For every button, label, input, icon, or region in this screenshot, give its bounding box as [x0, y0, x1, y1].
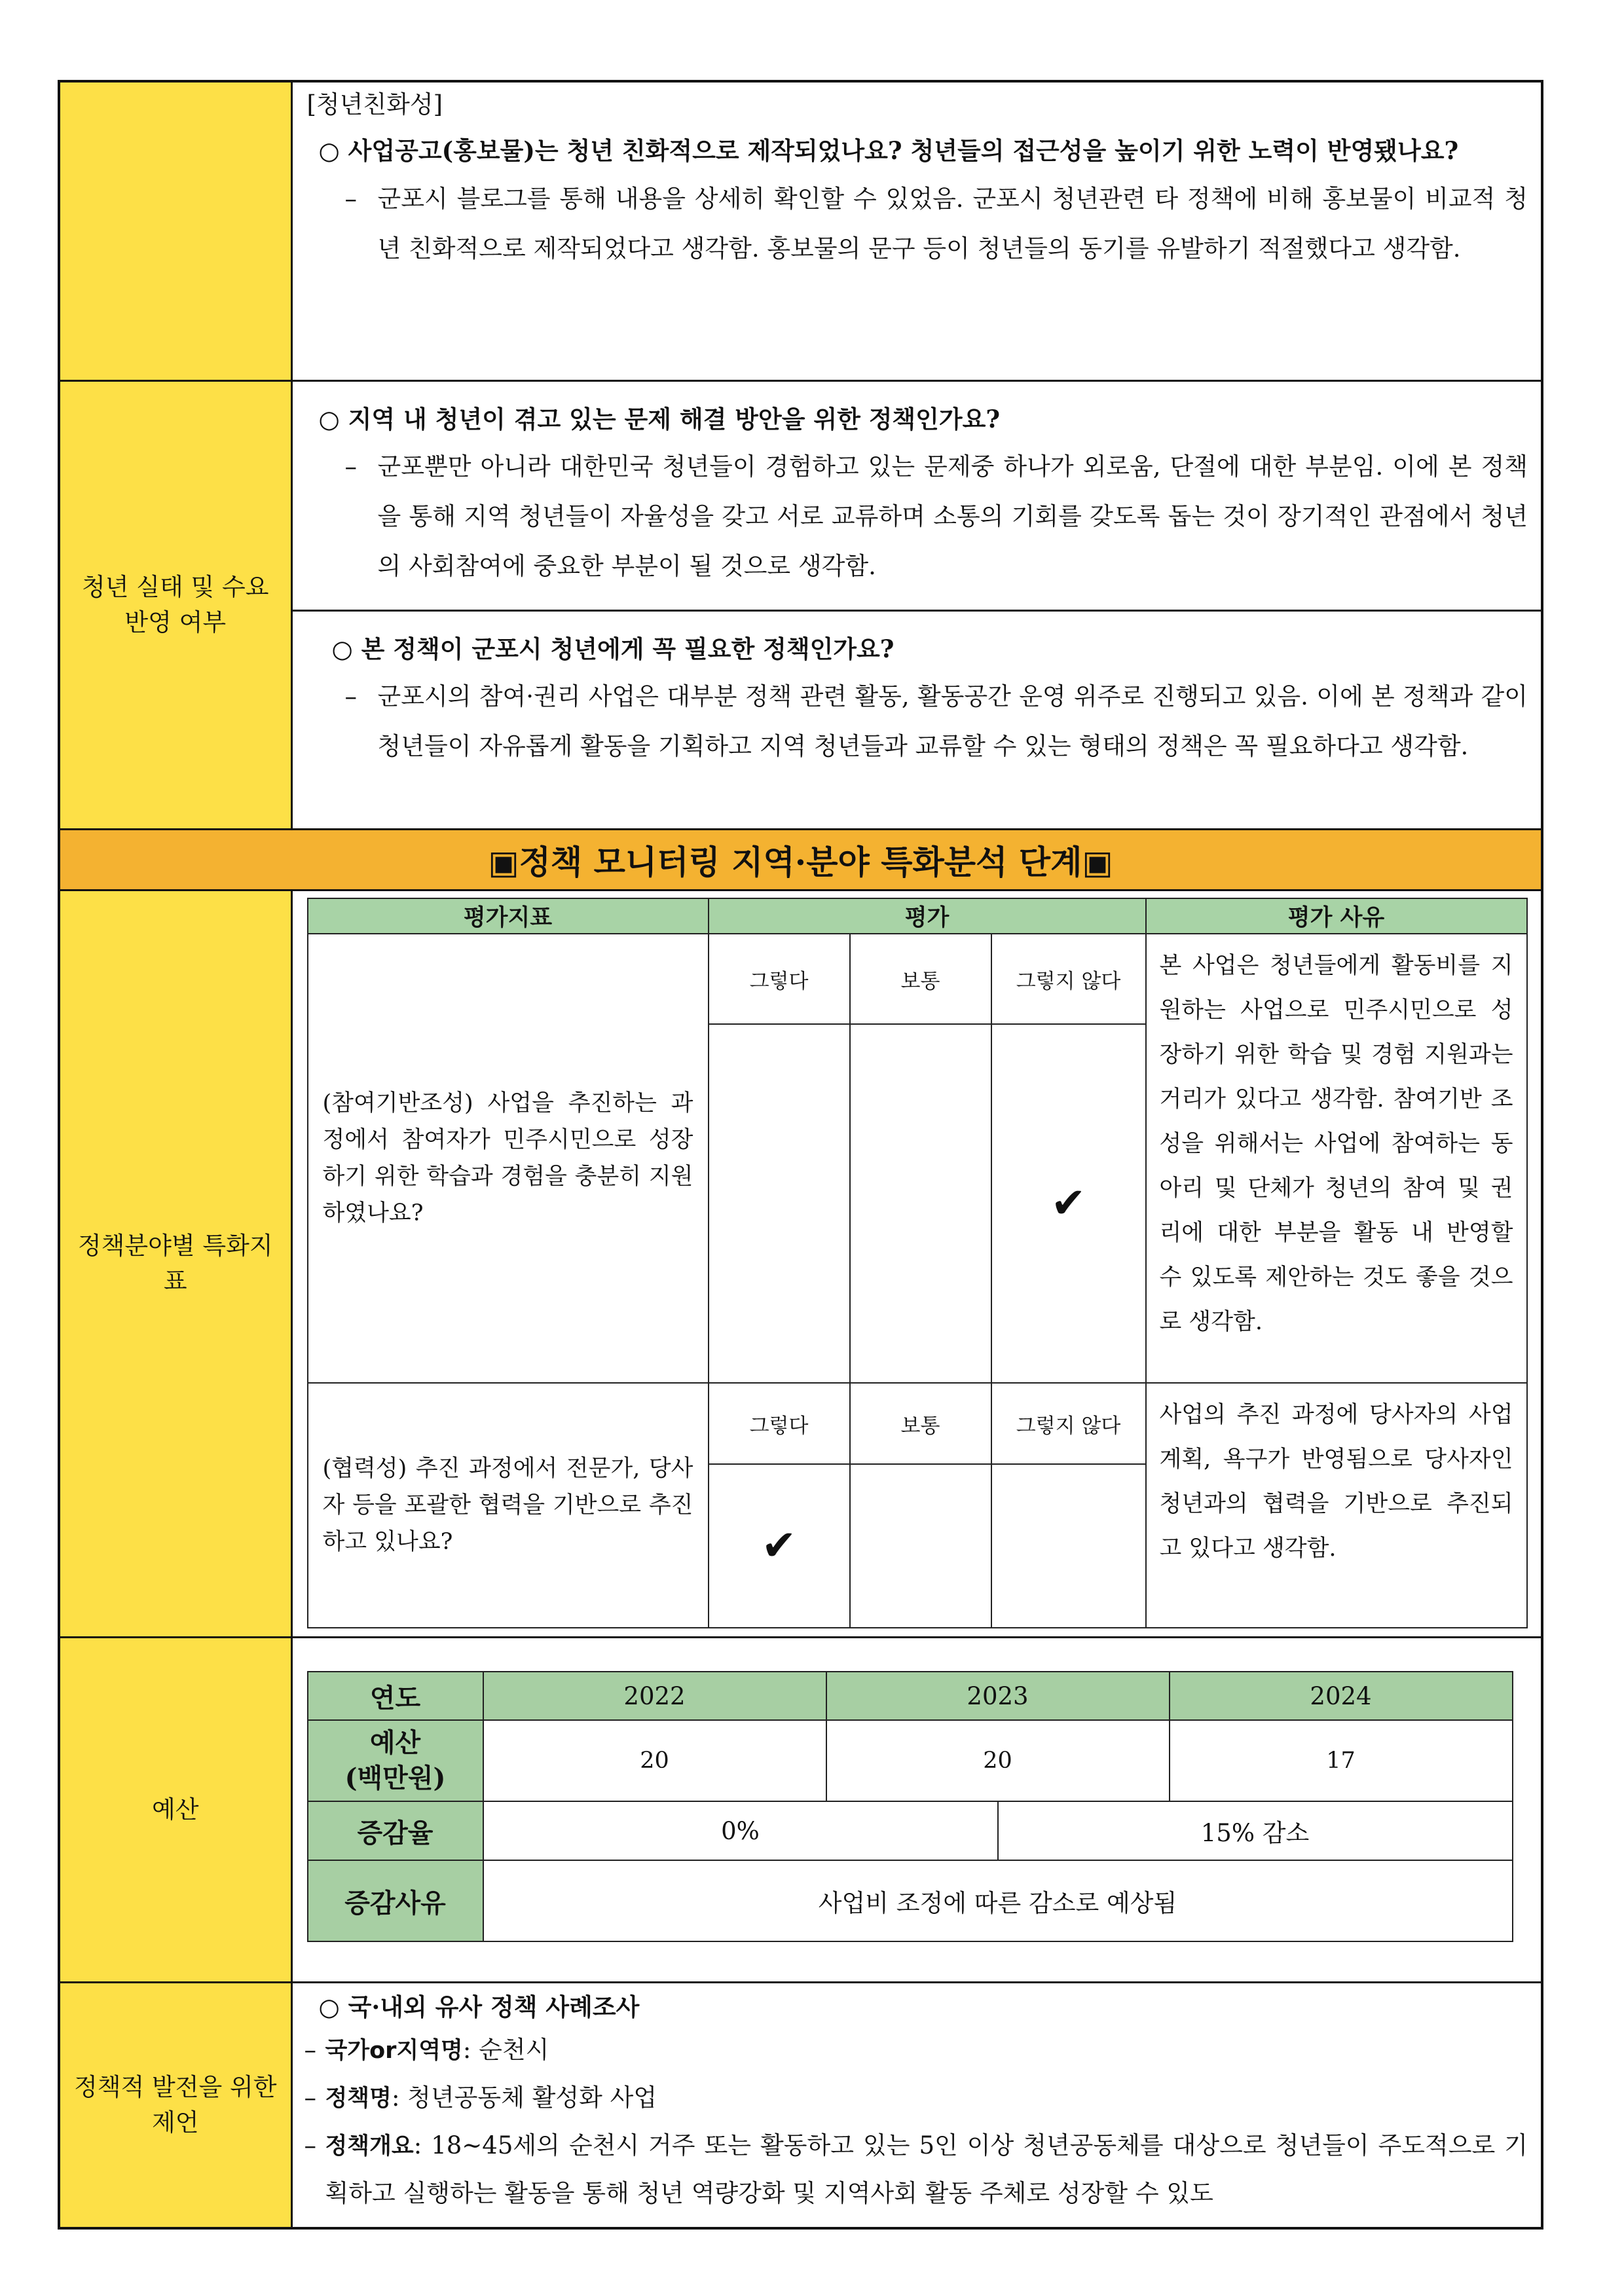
needs-question-1-block: [293, 382, 1541, 610]
budget-label: 예산: [59, 1638, 291, 1983]
budget-change-reason: 사업비 조정에 따른 감소로 예상됨: [483, 1860, 1513, 1941]
year-2022: 2022: [483, 1672, 826, 1720]
budget-table: [307, 1671, 1513, 1802]
answer-local-issue: – 군포뿐만 아니라 대한민국 청년들이 경험하고 있는 문제중 하나가 외로움, 단절에 대한 부분임. 이에 본 정책을 통해 지역 청년들이 자율성을 갖고 서로 교류하며 소통의 기회를 갖도록 돕는 것이 장기적인 관점에서 청년의 사회참여에 중요한 부분이 될 것으로 생각함.: [344, 452, 1528, 580]
year-2024: 2024: [1170, 1672, 1513, 1720]
year-header: 연도: [308, 1672, 483, 1720]
reason-header: 증감사유: [308, 1860, 483, 1941]
evaluation-form-table: [58, 80, 1543, 2230]
question-promotion: ○ 사업공고(홍보물)는 청년 친화적으로 제작되었나요? 청년들의 접근성을 높이기 위한 노력이 반영됐나요?: [318, 136, 1459, 165]
header-indicator: 평가지표: [308, 898, 709, 934]
budget-header: 예산 (백만원): [308, 1720, 483, 1801]
indicators-row: [59, 890, 1542, 1638]
checkmark-icon: ✔: [761, 1522, 797, 1570]
rate-2023: 0%: [483, 1801, 998, 1860]
indicators-content: [291, 890, 1542, 1638]
section-tag: [청년친화성]: [306, 90, 443, 119]
indicator-question-cooperation: (협력성) 추진 과정에서 전문가, 당사자 등을 포괄한 협력을 기반으로 추진하고 있나요?: [308, 1383, 709, 1628]
check-cell-no: [991, 1024, 1146, 1383]
check-cell-yes: [709, 1464, 850, 1628]
case-policy-name: – 정책명: 청년공동체 활성화 사업: [304, 2084, 657, 2112]
answer-promotion: – 군포시 블로그를 통해 내용을 상세히 확인할 수 있었음. 군포시 청년관련 타 정책에 비해 홍보물이 비교적 청년 친화적으로 제작되었다고 생각함. 홍보물의 문구 등이 청년들의 동기를 유발하기 적절했다고 생각함.: [344, 185, 1528, 263]
youth-needs-label: 청년 실태 및 수요 반영 여부: [59, 381, 291, 830]
stage-title-bar: [59, 830, 1542, 890]
document-page: [58, 80, 1541, 2230]
proposal-label: 정책적 발전을 위한 제언: [59, 1983, 291, 2229]
rate-2024: 15% 감소: [998, 1801, 1513, 1860]
header-reason: 평가 사유: [1146, 898, 1527, 934]
budget-content: [291, 1638, 1542, 1983]
youth-friendliness-label-cell: [59, 81, 291, 381]
needs-question-2-block: [293, 610, 1541, 828]
question-necessity: ○ 본 정책이 군포시 청년에게 꼭 필요한 정책인가요?: [331, 634, 895, 663]
option-neutral: 보통: [850, 1383, 991, 1464]
check-cell-yes: [709, 1024, 850, 1383]
youth-friendliness-row: [59, 81, 1542, 381]
budget-2022: 20: [483, 1720, 826, 1801]
check-cell-neutral: [850, 1024, 991, 1383]
indicators-label: 정책분야별 특화지표: [59, 890, 291, 1638]
option-yes: 그렇다: [709, 934, 850, 1024]
option-neutral: 보통: [850, 934, 991, 1024]
option-no: 그렇지 않다: [991, 934, 1146, 1024]
proposal-content: [291, 1983, 1542, 2229]
youth-needs-content: [291, 381, 1542, 830]
indicator-question-participation: (참여기반조성) 사업을 추진하는 과정에서 참여자가 민주시민으로 성장하기 위한 학습과 경험을 충분히 지원하였나요?: [308, 934, 709, 1383]
budget-2023: 20: [826, 1720, 1170, 1801]
case-overview: – 정책개요: 18~45세의 순천시 거주 또는 활동하고 있는 5인 이상 청년공동체를 대상으로 청년들이 주도적으로 기획하고 실행하는 활동을 통해 청년 역량강화 및 지역사회 활동 주체로 성장할 수 있도: [304, 2131, 1528, 2207]
year-2023: 2023: [826, 1672, 1170, 1720]
case-country: – 국가or지역명: 순천시: [304, 2036, 549, 2064]
question-local-issue: ○ 지역 내 청년이 겪고 있는 문제 해결 방안을 위한 정책인가요?: [318, 405, 1001, 433]
youth-friendliness-content: [291, 81, 1542, 381]
stage-title: ▣정책 모니터링 지역·분야 특화분석 단계▣: [59, 830, 1542, 890]
header-evaluation: 평가: [709, 898, 1146, 934]
budget-2024: 17: [1170, 1720, 1513, 1801]
option-no: 그렇지 않다: [991, 1383, 1146, 1464]
rate-header: 증감율: [308, 1801, 483, 1860]
check-cell-neutral: [850, 1464, 991, 1628]
check-cell-no: [991, 1464, 1146, 1628]
checkmark-icon: ✔: [1050, 1179, 1086, 1228]
budget-rate-table: [307, 1801, 1513, 1942]
youth-needs-row: [59, 381, 1542, 830]
budget-row: [59, 1638, 1542, 1983]
option-yes: 그렇다: [709, 1383, 850, 1464]
case-study-title: ○ 국·내외 유사 정책 사례조사: [318, 1992, 640, 2021]
reason-participation: 본 사업은 청년들에게 활동비를 지원하는 사업으로 민주시민으로 성장하기 위한 학습 및 경험 지원과는 거리가 있다고 생각함. 참여기반 조성을 위해서는 사업에 참여하는 동아리 및 단체가 청년의 참여 및 권리에 대한 부분을 활동 내 반영할 수 있도록 제안하는 것도 좋을 것으로 생각함.: [1146, 934, 1527, 1383]
answer-necessity: – 군포시의 참여·권리 사업은 대부분 정책 관련 활동, 활동공간 운영 위주로 진행되고 있음. 이에 본 정책과 같이 청년들이 자유롭게 활동을 기획하고 지역 청년들과 교류할 수 있는 형태의 정책은 꼭 필요하다고 생각함.: [344, 682, 1528, 760]
proposal-row: [59, 1983, 1542, 2229]
reason-cooperation: 사업의 추진 과정에 당사자의 사업 계획, 욕구가 반영됨으로 당사자인 청년과의 협력을 기반으로 추진되고 있다고 생각함.: [1146, 1383, 1527, 1628]
indicator-table: [307, 898, 1528, 1628]
